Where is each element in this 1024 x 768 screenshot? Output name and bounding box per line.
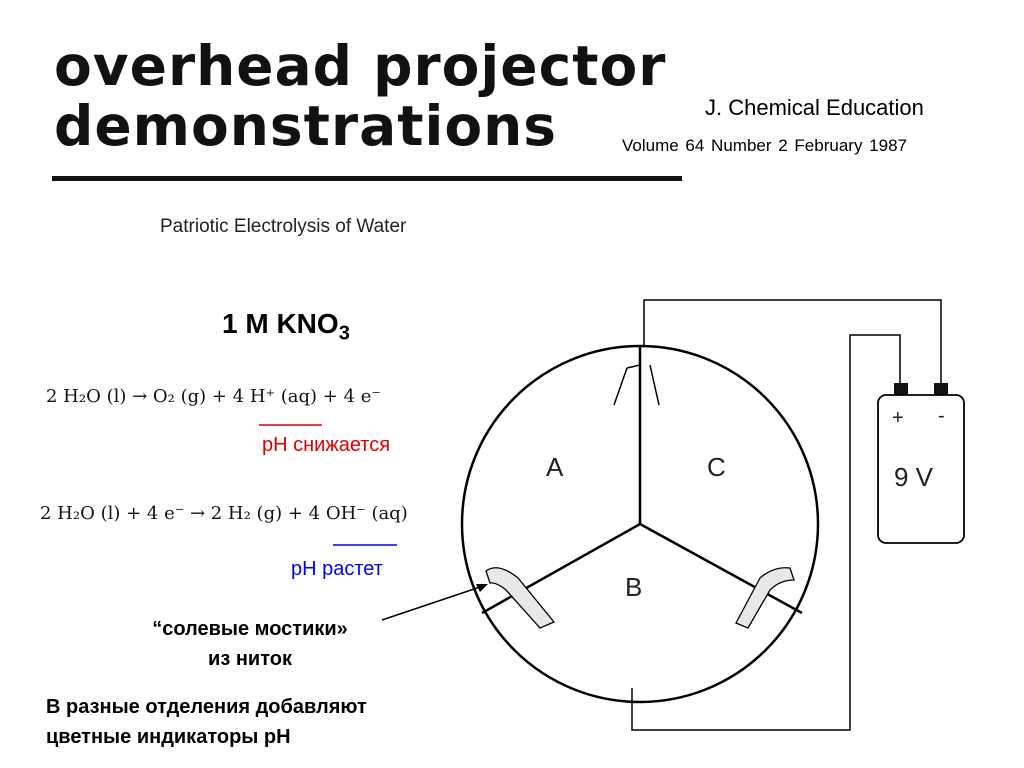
electrode-fork-right-tine [650,365,659,405]
electrolyte-formula: 1 M KNO [222,308,339,339]
journal-volume: Volume 64 Number 2 February 1987 [622,136,907,155]
salt-bridge-label-line-1: “солевые мостики» [152,618,348,640]
salt-bridge-label-line-2: из ниток [208,648,292,670]
ph-increases-note: pH растет [291,558,383,580]
battery-terminal-minus [934,383,948,395]
wire-to-plus [632,335,900,730]
anode-equation: 2 H₂O (l) → O₂ (g) + 4 H⁺ (aq) + 4 e⁻ [46,386,381,407]
battery-plus-sign: + [892,407,904,429]
compartment-label-c: C [707,452,726,482]
journal-name: J. Chemical Education [705,95,924,120]
partition-left [482,524,643,613]
salt-bridge-right [736,568,794,628]
battery-minus-sign: - [938,405,945,427]
electrode-fork-left-tine [614,368,627,405]
indicator-note-line-2: цветные индикаторы pH [46,726,291,748]
indicator-note-line-1: В разные отделения добавляют [46,696,367,718]
compartment-label-b: B [625,572,643,602]
banner-line-2: demonstrations [54,94,558,158]
wire-to-minus [644,300,941,385]
battery-voltage: 9 V [894,462,934,492]
electrolyte-subscript: 3 [338,322,350,345]
salt-bridge-arrow [382,586,483,620]
compartment-label-a: A [546,452,564,482]
cathode-equation: 2 H₂O (l) + 4 e⁻ → 2 H₂ (g) + 4 OH⁻ (aq) [40,503,408,524]
banner-line-1: overhead projector [54,34,667,98]
ph-decreases-note: pH снижается [262,434,391,456]
article-title: Patriotic Electrolysis of Water [160,216,407,237]
electrode-fork-left [627,365,640,368]
battery-terminal-plus [894,383,908,395]
